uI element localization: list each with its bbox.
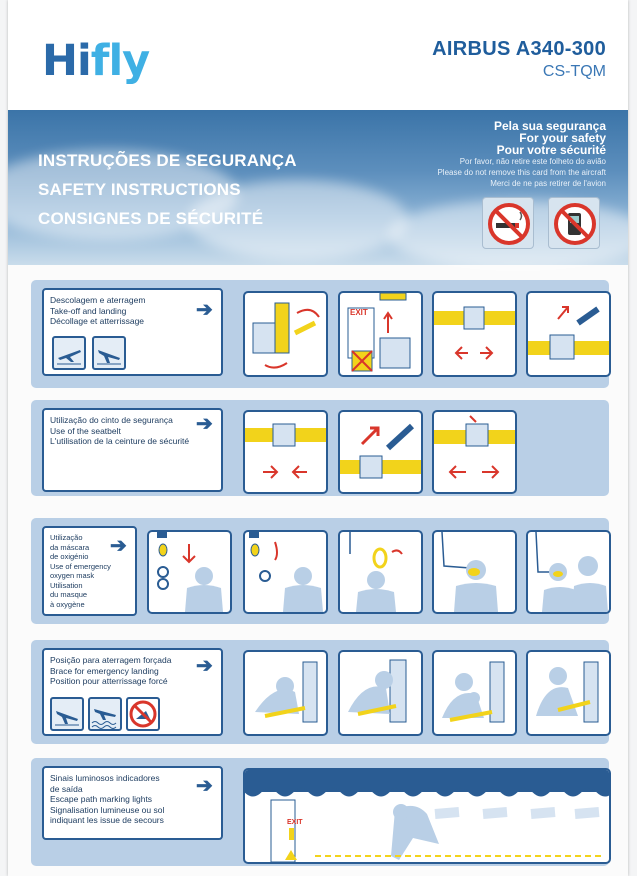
title-en: SAFETY INSTRUCTIONS xyxy=(38,180,241,199)
safety-card xyxy=(8,0,628,876)
exit-label: EXIT xyxy=(350,308,368,317)
hifly-logo: Hifly xyxy=(42,36,150,86)
mask-drop-illustration xyxy=(147,530,232,614)
arrow-right-icon: ➔ xyxy=(196,775,213,797)
help-others-mask-illustration xyxy=(526,530,611,614)
arrow-right-icon: ➔ xyxy=(196,655,213,677)
aircraft-registration: CS-TQM xyxy=(542,63,606,80)
label-brace-position: Posição para aterragem forçada Brace for emergency landing Position pour atterrissage forcé ➔ xyxy=(42,648,223,736)
buckle-fasten-illustration xyxy=(243,410,328,494)
arrow-right-icon: ➔ xyxy=(110,535,127,557)
no-smoking-icon xyxy=(487,202,531,246)
buckle-release-illustration xyxy=(432,410,517,494)
no-mobile-phone-icon xyxy=(553,202,597,246)
no-mobile-sign xyxy=(548,197,600,249)
landing-plane-icon xyxy=(50,697,84,731)
title-fr: CONSIGNES DE SÉCURITÉ xyxy=(38,209,264,228)
place-mask-illustration xyxy=(338,530,423,614)
brace-forward-illustration xyxy=(243,650,328,736)
panel-oxygen-mask xyxy=(31,518,609,624)
landing-plane-icon xyxy=(92,336,126,370)
arrow-right-icon: ➔ xyxy=(196,413,213,435)
no-smoking-sign xyxy=(482,197,534,249)
no-high-heels-icon xyxy=(126,697,160,731)
panel-takeoff-landing xyxy=(31,280,609,388)
water-landing-icon xyxy=(88,697,122,731)
escape-path-illustration xyxy=(243,768,611,864)
tighten-belt-illustration xyxy=(526,291,611,377)
aircraft-model: AIRBUS A340-300 xyxy=(432,38,606,60)
adjust-mask-illustration xyxy=(432,530,517,614)
takeoff-plane-icon xyxy=(52,336,86,370)
safety-note: Pela sua segurança For your safety Pour votre sécurité Por favor, não retire este folheto do avião Please do not remove this card from the aircraft Merci de ne pas retirer de l'avion xyxy=(437,119,606,188)
stow-baggage-illustration xyxy=(338,291,423,377)
seat-upright-illustration xyxy=(243,291,328,377)
label-seatbelt: Utilização do cinto de segurança Use of the seatbelt L'utilisation de la ceinture de sécurité ➔ xyxy=(42,408,223,492)
label-takeoff-landing: Descolagem e aterragem Take-off and landing Décollage et atterrissage ➔ xyxy=(42,288,223,376)
title-pt: INSTRUÇÕES DE SEGURANÇA xyxy=(38,151,297,170)
panel-brace-position xyxy=(31,640,609,744)
arrow-right-icon: ➔ xyxy=(196,299,213,321)
exit-sign-label: EXIT xyxy=(287,819,303,826)
brace-child-illustration xyxy=(432,650,517,736)
aircraft-info xyxy=(432,38,606,81)
card-title xyxy=(38,146,297,233)
card-header xyxy=(8,0,628,110)
fasten-belt-illustration xyxy=(432,291,517,377)
label-oxygen-mask: Utilização da máscara de oxigénio Use of emergency oxygen mask Utilisation du masque à oxygène ➔ xyxy=(42,526,137,616)
panel-seatbelt xyxy=(31,400,609,496)
pull-mask-illustration xyxy=(243,530,328,614)
belt-tighten-illustration xyxy=(338,410,423,494)
label-exit-lights: Sinais luminosos indicadores de saída Escape path marking lights Signalisation lumineuse ou sol indiquant les issue de secours ➔ xyxy=(42,766,223,840)
panel-exit-lights xyxy=(31,758,609,866)
brace-infant-illustration xyxy=(526,650,611,736)
brace-seat-illustration xyxy=(338,650,423,736)
